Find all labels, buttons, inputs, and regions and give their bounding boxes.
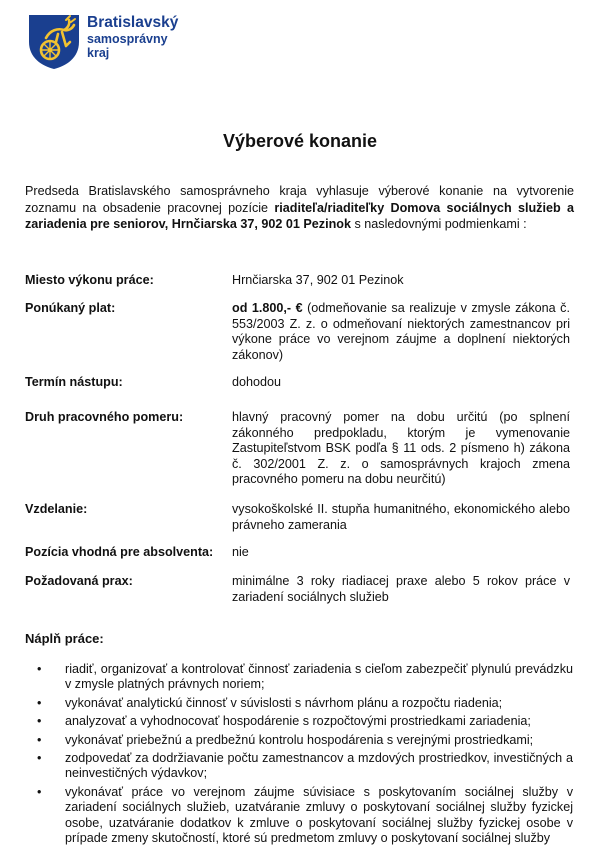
duty-text: riadiť, organizovať a kontrolovať činnosť zariadenia s cieľom zabezpečiť plynulú prevádzku v zmysle platných právnych noriem; — [65, 662, 573, 692]
duties-list — [25, 662, 573, 849]
brand-line-1: Bratislavský — [87, 14, 179, 31]
brand-name — [87, 14, 178, 61]
bullet-icon: • — [37, 662, 42, 676]
page-title: Výberové konanie — [222, 131, 378, 151]
field-value: hlavný pracovný pomer na dobu určitú (po splnení zákonného predpokladu, ktorým je vymenovanie Zastupiteľstvom BSK podľa § 11 ods. 2 písmeno h) zákona č. 302/2001 Z. z. o samosprávnych krajoch zmena pracovného pomeru na dobu neurčitú) — [232, 410, 570, 487]
field-label: Požadovaná prax: — [25, 574, 133, 588]
duty-text: vykonávať priebežnú a predbežnú kontrolu hospodárenia s verejnými prostriedkami; — [65, 732, 534, 747]
duty-text: analyzovať a vyhodnocovať hospodárenie s rozpočtovými prostriedkami zariadenia; — [65, 714, 531, 729]
list-item — [25, 733, 573, 748]
bullet-icon: • — [37, 714, 42, 729]
bullet-icon: • — [37, 732, 42, 747]
duty-text: vykonávať analytickú činnosť v súvislosti s návrhom plánu a rozpočtu riadenia; — [65, 695, 503, 710]
duty-text: vykonávať práce vo verejnom záujme súvisiace s poskytovaním sociálnej služby v zariadení sociálnych služieb, uzatváranie zmluvy o poskytovaní sociálnej služby fyzickej osobe, uzatváranie dodatkov k zmluve o poskytovaní sociálnej služby fyzickej osobe v prípade zmeny skutočností, ktoré sú predmetom zmluvy o poskytovaní sociálnej služby — [65, 784, 573, 846]
bullet-icon: • — [37, 695, 42, 710]
field-value: dohodou — [232, 375, 282, 389]
intro-text-2: s nasledovnými podmienkami : — [350, 217, 527, 231]
field-value: Hrnčiarska 37, 902 01 Pezinok — [232, 273, 404, 287]
duty-text: zodpovedať za dodržiavanie počtu zamestnancov a mzdových prostriedkov, investičných a neinvestičných výdavkov; — [65, 751, 573, 781]
field-value: nie — [232, 545, 249, 559]
list-item — [25, 662, 573, 693]
field-label: Miesto výkonu práce: — [25, 273, 154, 287]
list-item — [25, 696, 573, 711]
position-name: riaditeľa/riaditeľky Domova sociálnych služieb a zariadenia pre seniorov, Hrnčiarska 37, 902 01 Pezinok — [25, 200, 574, 231]
field-value: vysokoškolské II. stupňa humanitného, ekonomického alebo právneho zamerania — [232, 502, 570, 532]
bullet-icon: • — [37, 784, 42, 799]
field-label: Vzdelanie: — [25, 502, 88, 516]
coat-of-arms-icon — [26, 12, 82, 70]
field-value: minimálne 3 roky riadiacej praxe alebo 5 rokov práce v zariadení sociálnych služieb — [232, 574, 570, 604]
intro-paragraph — [25, 183, 574, 233]
field-value — [232, 301, 570, 363]
list-item — [25, 785, 573, 847]
bullet-icon: • — [37, 751, 42, 766]
duties-heading: Náplň práce: — [25, 631, 104, 646]
field-label: Pozícia vhodná pre absolventa: — [25, 545, 214, 559]
intro-text-1: Predseda Bratislavského samosprávneho kraja vyhlasuje výberové konanie na vytvorenie zoznamu na obsadenie pracovnej pozície — [25, 184, 574, 215]
brand-line-2: samosprávny — [87, 31, 168, 46]
field-label: Ponúkaný plat: — [25, 301, 116, 315]
list-item — [25, 751, 573, 782]
field-label: Termín nástupu: — [25, 375, 123, 389]
brand-line-3: kraj — [87, 46, 110, 61]
salary-note: (odmeňovanie sa realizuje v zmysle zákona č. 553/2003 Z. z. o odmeňovaní niektorých zamestnancov pri výkone práce vo verejnom záujme a doplnení niektorých zákonov) — [232, 301, 570, 362]
salary-amount: od 1.800,- € — [232, 301, 303, 315]
field-label: Druh pracovného pomeru: — [25, 410, 184, 424]
list-item — [25, 714, 573, 729]
